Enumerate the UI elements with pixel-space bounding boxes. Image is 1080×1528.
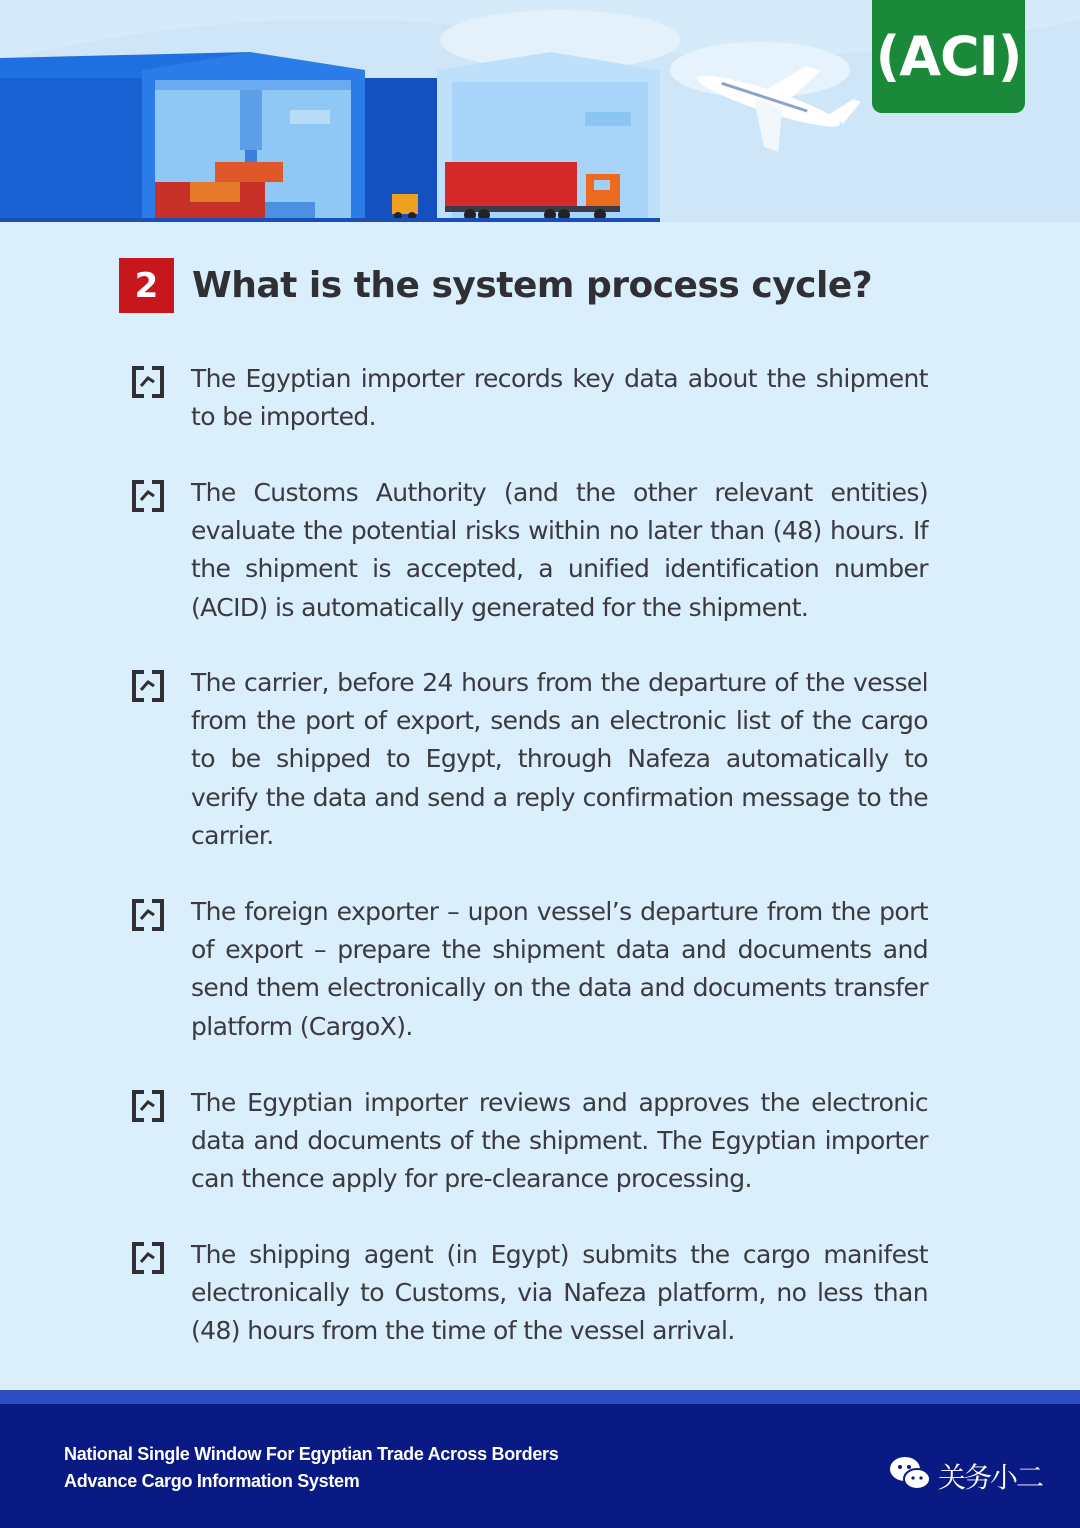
footer-stripe — [0, 1390, 1080, 1404]
watermark-text: 关务小二 — [938, 1461, 1043, 1494]
footer-system-name: Advance Cargo Information System — [64, 1471, 360, 1491]
step-text: The foreign exporter – upon vessel’s departure from the port of export – prepare the shipment data and documents and send them electronically on the data and documents transfer platform (CargoX). — [191, 897, 928, 1041]
section-heading — [119, 258, 872, 313]
step-text: The Egyptian importer reviews and approves the electronic data and documents of the shipment. The Egyptian importer can thence apply for pre-clearance processing. — [191, 1088, 928, 1194]
bracket-check-icon — [130, 364, 166, 400]
step-text: The carrier, before 24 hours from the departure of the vessel from the port of export, sends an electronic list of the cargo to be shipped to Egypt, through Nafeza automatically to verify the data and send a reply confirmation message to the carrier. — [191, 668, 928, 850]
bracket-check-icon — [130, 1088, 166, 1124]
bracket-check-icon — [130, 668, 166, 704]
bracket-check-icon — [130, 1240, 166, 1276]
step-text: The Customs Authority (and the other relevant entities) evaluate the potential risks within no later than (48) hours. If the shipment is accepted, a unified identification number (ACID) is automatically generated for the shipment. — [191, 478, 928, 622]
step-text: The Egyptian importer records key data about the shipment to be imported. — [191, 364, 928, 432]
wechat-icon — [888, 1453, 932, 1493]
step-text: The shipping agent (in Egypt) submits the cargo manifest electronically to Customs, via Nafeza platform, no less than (48) hours from the time of the vessel arrival. — [191, 1240, 928, 1346]
aci-badge: (ACI) — [872, 0, 1025, 113]
bracket-check-icon — [130, 478, 166, 514]
section-number: 2 — [119, 258, 174, 313]
section-title: What is the system process cycle? — [192, 265, 873, 306]
footer-org-name: National Single Window For Egyptian Trade Across Borders — [64, 1444, 559, 1464]
bracket-check-icon — [130, 897, 166, 933]
